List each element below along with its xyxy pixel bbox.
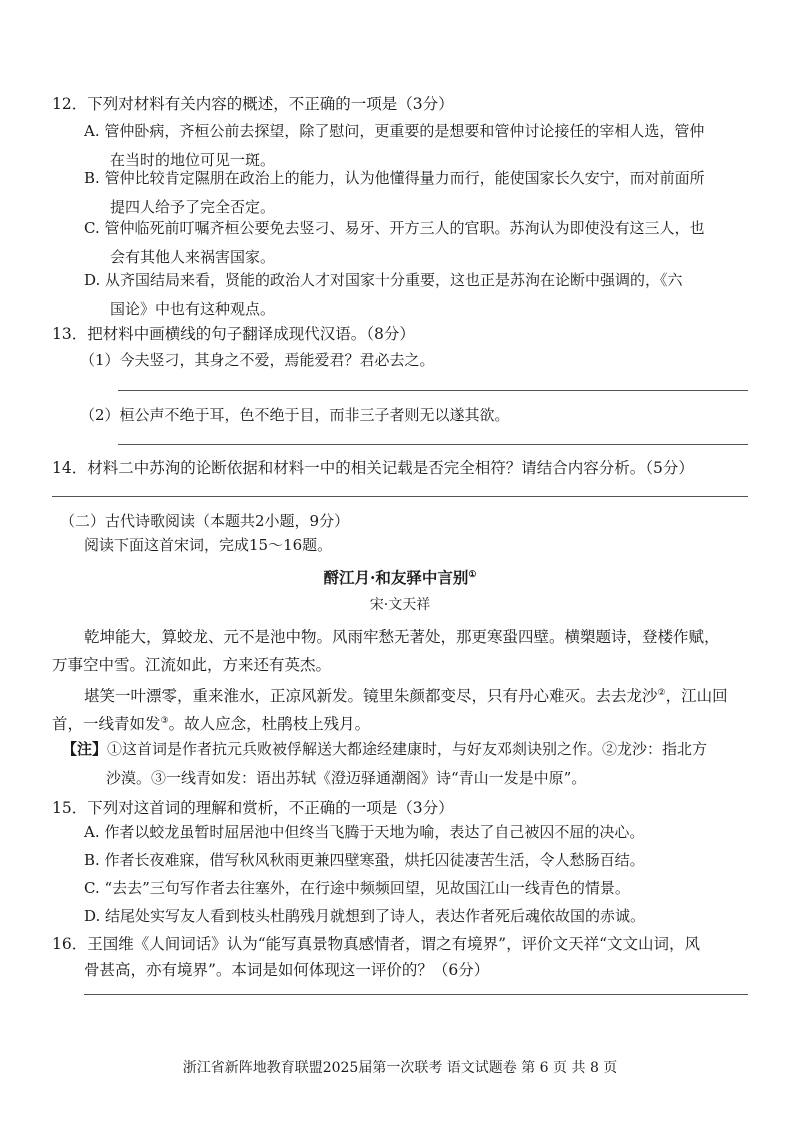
poem-footnote-mark-2: ② <box>657 688 666 698</box>
q12-option-d-label: D. <box>84 271 101 289</box>
q12-option-c-line1: 管仲临死前叮嘱齐桓公要免去竖刁、易牙、开方三人的官职。苏洵认为即使没有这三人，也 <box>104 219 705 237</box>
q14-answer-line[interactable] <box>52 496 748 497</box>
q12-option-d-line1: 从齐国结局来看，贤能的政治人才对国家十分重要，这也正是苏洵在论断中强调的，《六 <box>105 271 683 289</box>
poem-title <box>0 566 800 588</box>
note-line-1: ①这首词是作者抗元兵败被俘解送大都途经建康时，与好友邓剡诀别之作。②龙沙：指北方 <box>107 740 708 758</box>
note-line-2: 沙漠。③一线青如发：语出苏轼《澄迈驿通潮阁》诗“青山一发是中原”。 <box>106 769 587 787</box>
q15-option-a: A. 作者以蛟龙虽暂时屈居池中但终当飞腾于天地为喻，表达了自己被囚不屈的决心。 <box>84 823 645 841</box>
note-tag: 【注】 <box>62 740 108 758</box>
poem-stanza-2-line-2a: 首，一线青如发 <box>52 715 161 734</box>
poem-title-text: 酹江月·和友驿中言别 <box>323 568 469 587</box>
poem-notes <box>62 735 752 793</box>
q12-stem: 12．下列对材料有关内容的概述，不正确的一项是（3分） <box>52 95 454 113</box>
q13-answer-line-2[interactable] <box>118 444 748 445</box>
section-heading: （二）古代诗歌阅读（本题共2小题，9分） <box>60 512 350 530</box>
poem-stanza-2-line-1b: ，江山回 <box>665 687 728 706</box>
q12-option-a-line1: 管仲卧病，齐桓公前去探望，除了慰问，更重要的是想要和管仲讨论接任的宰相人选，管仲 <box>104 122 705 140</box>
q12-option-a-line2: 在当时的地位可见一斑。 <box>110 151 276 169</box>
q12-option-a-label: A. <box>84 122 100 140</box>
poem-stanza-1-line-1: 乾坤能大，算蛟龙、元不是池中物。风雨牢愁无著处，那更寒蛩四壁。横槊题诗，登楼作赋， <box>84 628 720 646</box>
q13-stem: 13．把材料中画横线的句子翻译成现代汉语。（8分） <box>52 325 415 343</box>
q12-option-c <box>84 214 764 272</box>
poem-author: 宋·文天祥 <box>369 597 431 613</box>
q16-stem-line-2: 骨甚高，亦有境界”。本词是如何体现这一评价的？（6分） <box>84 961 490 979</box>
poem-title-footnote-mark: ① <box>468 569 477 580</box>
q12-option-c-label: C. <box>84 219 100 237</box>
poem-stanza-2-line-2b: 。故人应念，杜鹃枝上残月。 <box>168 715 371 734</box>
q15-stem: 15．下列对这首词的理解和赏析，不正确的一项是（3分） <box>52 799 454 817</box>
q13-item-2: （2）桓公声不绝于耳，色不绝于目，而非三子者则无以遂其欲。 <box>80 406 510 424</box>
q12-option-b-line2: 提四人给予了完全否定。 <box>110 198 276 216</box>
section-instruction: 阅读下面这首宋词，完成15～16题。 <box>84 536 333 554</box>
q16-answer-line[interactable] <box>84 994 748 995</box>
q12-option-d <box>84 266 764 324</box>
poem-stanza-1-line-2: 万事空中雪。江流如此，方来还有英杰。 <box>52 656 332 674</box>
q12-option-b-line1: 管仲比较肯定隰朋在政治上的能力，认为他懂得量力而行，能使国家长久安宁，而对前面所 <box>104 169 705 187</box>
q16-stem: 16．王国维《人间词话》认为“能写真景物真感情者，谓之有境界”，评价文天祥“文文山词，风 <box>52 935 700 953</box>
q13-answer-line-1[interactable] <box>118 390 748 391</box>
page-footer: 浙江省新阵地教育联盟2025届第一次联考 语文试题卷 第 6 页 共 8 页 <box>182 1060 618 1076</box>
q15-option-b: B. 作者长夜难寐，借写秋风秋雨更兼四壁寒蛩，烘托囚徒凄苦生活，令人愁肠百结。 <box>84 851 645 869</box>
poem-footnote-mark-3: ③ <box>160 716 169 726</box>
q13-item-1: （1）今夫竖刁，其身之不爱，焉能爱君？君必去之。 <box>80 351 435 369</box>
q12-option-b-label: B. <box>84 169 100 187</box>
q12-option-c-line2: 会有其他人来祸害国家。 <box>110 248 276 266</box>
q15-option-c: C. “去去”三句写作者去往塞外，在行途中频频回望，见故国江山一线青色的情景。 <box>84 879 630 897</box>
q15-option-d: D. 结尾处实写友人看到枝头杜鹃残月就想到了诗人，表达作者死后魂依故国的赤诚。 <box>84 907 646 925</box>
q12-option-d-line2: 国论》中也有这种观点。 <box>110 300 276 318</box>
poem-stanza-2-line-1a: 堪笑一叶漂零，重来淮水，正凉风新发。镜里朱颜都变尽，只有丹心难灭。去去龙沙 <box>84 687 658 706</box>
q14-stem: 14．材料二中苏洵的论断依据和材料一中的相关记载是否完全相符？请结合内容分析。（5分） <box>52 459 694 477</box>
